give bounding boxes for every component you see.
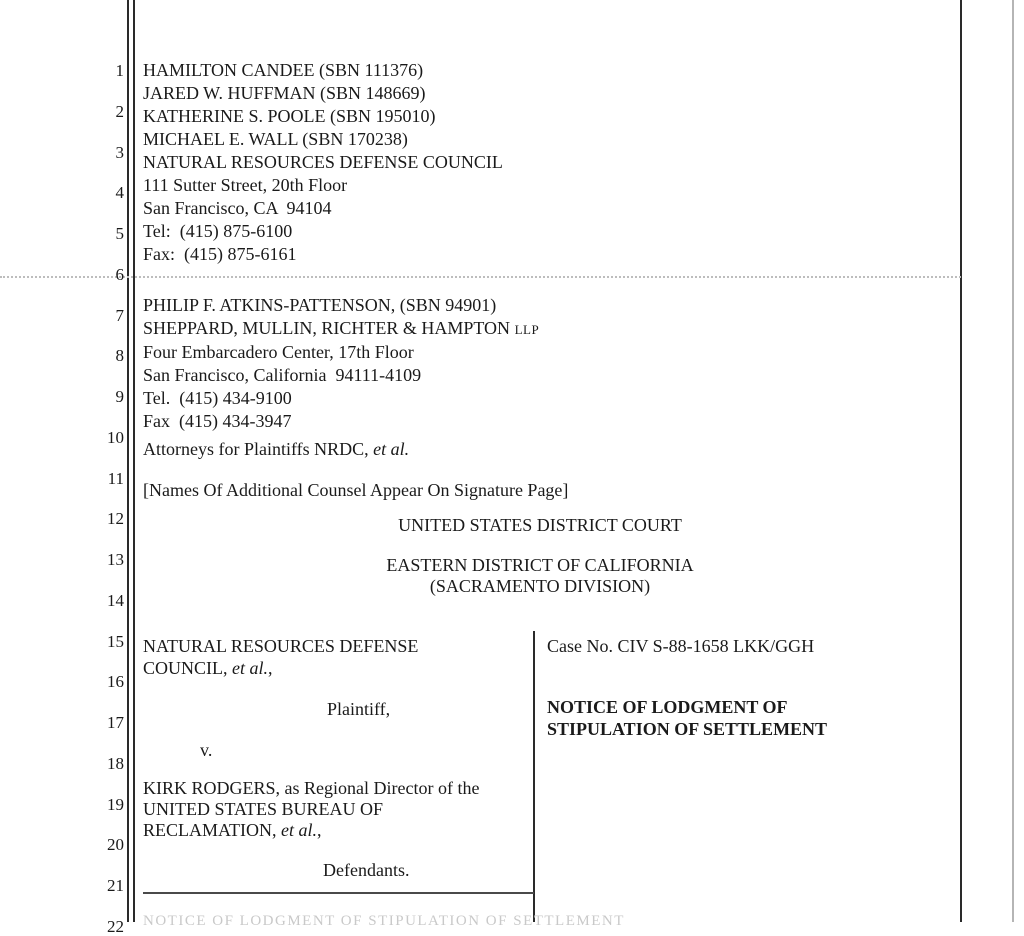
defendant-name-line2: UNITED STATES BUREAU OF: [143, 798, 384, 819]
court-district: [143, 555, 937, 597]
line-number: 6: [115, 264, 124, 284]
left-margin-rule-outer: [127, 0, 129, 922]
clipped-footer-text: NOTICE OF LODGMENT OF STIPULATION OF SETTLEMENT: [143, 913, 625, 929]
versus-label: v.: [200, 740, 213, 760]
address-line: 111 Sutter Street, 20th Floor: [143, 175, 348, 195]
plaintiff-name-text: COUNCIL,: [143, 658, 232, 678]
line-number: 4: [115, 183, 124, 203]
line-number: 10: [107, 427, 124, 447]
address-line: San Francisco, California 94111-4109: [143, 365, 422, 385]
court-name: [143, 514, 937, 537]
document-title-line1: NOTICE OF LODGMENT OF: [547, 697, 788, 717]
line-number: 3: [115, 142, 124, 162]
attorney-block-1: [143, 59, 503, 266]
defendant-name-line1: KIRK RODGERS, as Regional Director of the: [143, 778, 480, 798]
attorney-line: HAMILTON CANDEE (SBN 111376): [143, 60, 424, 80]
phone-line: Tel: (415) 875-6100: [143, 221, 293, 241]
attorney-line: KATHERINE S. POOLE (SBN 195010): [143, 106, 436, 126]
line-number: 13: [107, 550, 124, 569]
plaintiff-name-line1: NATURAL RESOURCES DEFENSE: [143, 636, 419, 656]
firm-name: [143, 317, 539, 341]
line-number: 7: [115, 305, 124, 325]
plaintiff-name: [143, 635, 418, 679]
defendant-name-text: RECLAMATION,: [143, 819, 281, 840]
fax-line: Fax: (415) 875-6161: [143, 244, 297, 264]
et-al: et al.: [373, 439, 410, 459]
line-number: 8: [115, 346, 124, 366]
line-number: 21: [107, 876, 124, 895]
case-number: Case No. CIV S-88-1658 LKK/GGH: [547, 636, 815, 656]
dotted-scan-artifact-line: [0, 276, 961, 278]
line-number: 19: [107, 794, 124, 814]
firm-name: NATURAL RESOURCES DEFENSE COUNCIL: [143, 152, 503, 172]
line-number: 16: [107, 672, 124, 692]
line-number: 2: [115, 101, 124, 121]
defendant-name-line3: [143, 820, 479, 841]
caption-closing-rule: [143, 892, 534, 894]
document-title-line2: STIPULATION OF SETTLEMENT: [547, 718, 828, 739]
court-division-text: (SACRAMENTO DIVISION): [429, 576, 651, 596]
line-number: 11: [107, 468, 124, 488]
caption-divider-rule: [533, 631, 535, 922]
address-line: Four Embarcadero Center, 17th Floor: [143, 342, 414, 362]
plaintiff-name-line2: [143, 657, 418, 679]
plaintiff-name-comma: ,: [268, 658, 273, 678]
line-number: 18: [107, 753, 124, 773]
line-number: 15: [107, 631, 124, 651]
line-number: 5: [115, 224, 124, 243]
attorney-line: JARED W. HUFFMAN (SBN 148669): [143, 83, 426, 103]
llp-suffix: LLP: [514, 322, 540, 337]
left-margin-rule-inner: [133, 0, 135, 922]
defendant-name-comma: ,: [317, 819, 322, 840]
et-al: et al.: [281, 819, 317, 840]
line-number: 22: [107, 916, 124, 936]
fax-line: Fax (415) 434-3947: [143, 411, 292, 431]
plaintiff-label: Plaintiff,: [327, 699, 391, 719]
attorneys-for-line: [143, 438, 409, 461]
line-number: 17: [107, 713, 124, 732]
et-al: et al.: [232, 658, 268, 678]
scanned-page-edge-line: [1012, 0, 1014, 922]
court-district-text: EASTERN DISTRICT OF CALIFORNIA: [386, 555, 694, 575]
additional-counsel-note: [Names Of Additional Counsel Appear On Signature Page]: [143, 480, 569, 500]
firm-name-text: SHEPPARD, MULLIN, RICHTER & HAMPTON: [143, 318, 515, 338]
line-number: 20: [107, 835, 124, 855]
attorney-block-2: [143, 294, 539, 433]
address-line: San Francisco, CA 94104: [143, 198, 332, 218]
phone-line: Tel. (415) 434-9100: [143, 388, 292, 408]
attorneys-for-text: Attorneys for Plaintiffs NRDC,: [143, 439, 374, 459]
attorney-line: MICHAEL E. WALL (SBN 170238): [143, 129, 408, 149]
line-number: 1: [115, 61, 124, 80]
line-number: 14: [107, 590, 124, 610]
line-number: 12: [107, 509, 124, 529]
attorney-line: PHILIP F. ATKINS-PATTENSON, (SBN 94901): [143, 295, 497, 315]
right-margin-rule: [960, 0, 962, 922]
defendant-name: [143, 778, 479, 840]
document-title: [547, 697, 827, 740]
defendant-label: Defendants.: [323, 860, 410, 880]
court-name-text: UNITED STATES DISTRICT COURT: [398, 515, 682, 535]
line-number: 9: [115, 387, 124, 406]
